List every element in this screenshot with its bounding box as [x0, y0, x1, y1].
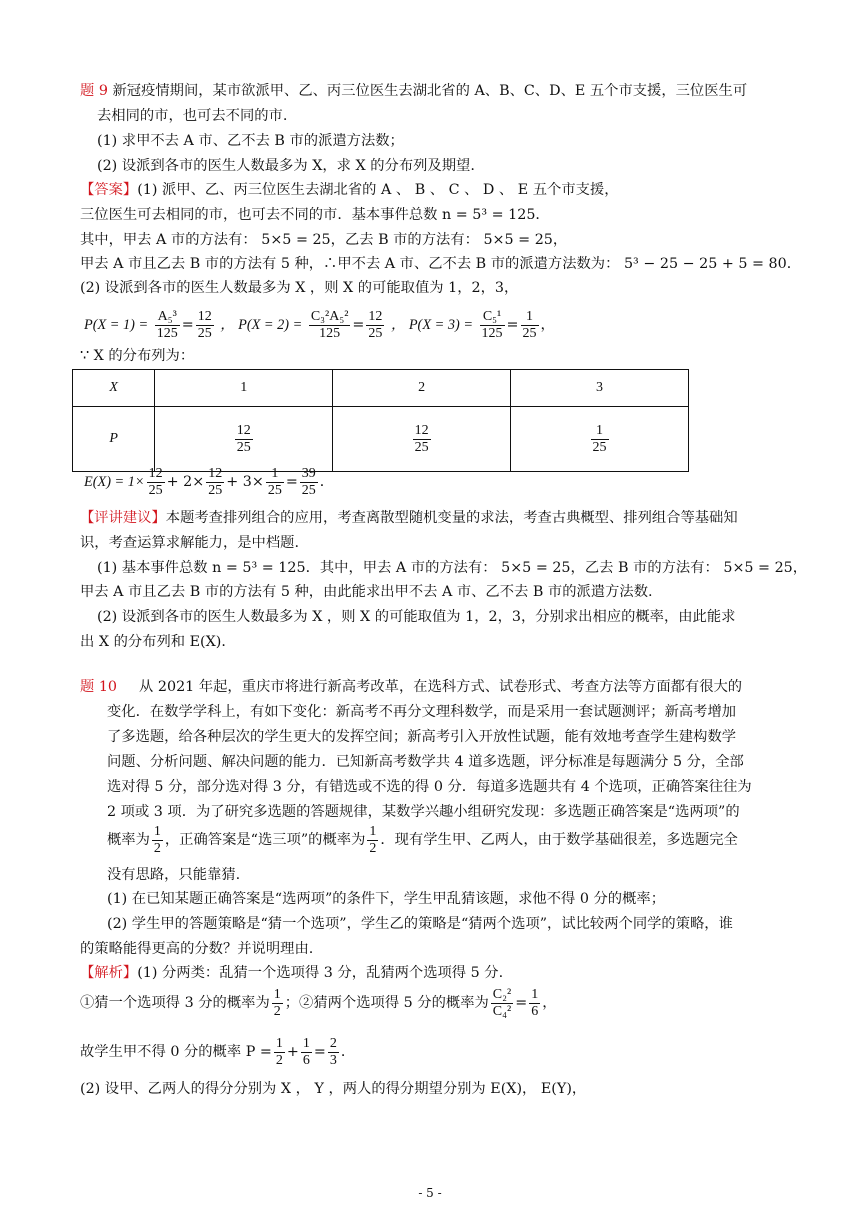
- distribution-table: [72, 369, 689, 472]
- fraction: $\frac{\text{C₅¹}}{125}$: [481, 308, 503, 341]
- table-header-cell: X: [73, 370, 155, 407]
- answer-tag: 【答案】: [80, 182, 138, 198]
- table-cell: $\frac{12}{25}$: [155, 407, 333, 472]
- q10-sub2: (2) 学生甲的答题策略是“猜一个选项”，学生乙的策略是“猜两个选项”，试比较两个同学的策略，谁: [107, 916, 733, 932]
- table-cell: $\frac{12}{25}$: [333, 407, 511, 472]
- q10-solution-line2: ①猜一个选项得 3 分的概率为 $\frac{1}{2}$ ；②猜两个选项得 5 分的概率为 $\frac{\text{C₂²}}{\text{C₄²}}$ = $\frac{1}{6}$ ，: [80, 986, 557, 1019]
- fraction: $\frac{12}{25}$: [197, 308, 212, 341]
- q9-sub2: (2) 设派到各市的医生人数最多为 X，求 X 的分布列及期望.: [97, 158, 475, 174]
- q10-stem-line2: 变化．在数学学科上，有如下变化：新高考不再分文理科数学，而是采用一套试题测评；新高考增加: [107, 704, 737, 720]
- q9-answer-line4: 甲去 A 市且乙去 B 市的方法有 5 种，∴甲不去 A 市、乙不去 B 市的派遣方法数为： 5³ − 25 − 25 + 5 = 80．: [80, 256, 802, 272]
- q10-stem-line1: 题 10 从 2021 年起，重庆市将进行新高考改革，在选科方式、试卷形式、考查方法等方面都有很大的: [80, 679, 743, 695]
- q9-expectation: E(X) = 1× $\frac{12}{25}$ + 2× $\frac{12}{25}$ + 3× $\frac{1}{25}$ = $\frac{39}{25}$ ．: [84, 465, 335, 498]
- q10-stem-line3: 了多选题，给各种层次的学生更大的发挥空间；新高考引入开放性试题，能有效地考查学生建构数学: [107, 729, 737, 745]
- q10-sub1: (1) 在已知某题正确答案是“选两项”的条件下，学生甲乱猜该题，求他不得 0 分的概率；: [107, 891, 665, 907]
- q9-answer-line1: 【答案】(1) 派甲、乙、丙三位医生去湖北省的 A 、 B 、 C 、 D 、 E 五个市支援，: [80, 182, 619, 198]
- q10-stem-line8: 没有思路，只能靠猜.: [107, 867, 241, 883]
- table-header-cell: 2: [333, 370, 511, 407]
- table-cell: $\frac{1}{25}$: [511, 407, 689, 472]
- comment-tag: 【评讲建议】: [80, 510, 166, 526]
- q10-label: 题 10: [80, 679, 118, 695]
- q9-comment-line5: (2) 设派到各市的医生人数最多为 X ，则 X 的可能取值为 1，2，3，分别求出相应的概率，由此能求: [97, 609, 736, 625]
- q9-sub1: (1) 求甲不去 A 市、乙不去 B 市的派遣方法数；: [97, 133, 404, 149]
- q9-answer-line5: (2) 设派到各市的医生人数最多为 X ，则 X 的可能取值为 1，2，3，: [80, 280, 519, 296]
- fraction: $\frac{12}{25}$: [368, 308, 383, 341]
- q10-solution-line4: (2) 设甲、乙两人的得分分别为 X ， Y ，两人的得分期望分别为 E(X)， E(Y)，: [80, 1081, 587, 1097]
- table-header-cell: 1: [155, 370, 333, 407]
- q9-comment-line3: (1) 基本事件总数 n = 5³ = 125．其中，甲去 A 市的方法有： 5×5 = 25，乙去 B 市的方法有： 5×5 = 25，: [97, 560, 808, 576]
- table-cell: P: [73, 407, 155, 472]
- q10-stem-line7: 概率为 $\frac{1}{2}$ ，正确答案是“选三项”的概率为 $\frac{1}{2}$ ．现有学生甲、乙两人，由于数学基础很差，多选题完全: [107, 823, 738, 856]
- q10-solution-line3: 故学生甲不得 0 分的概率 P = $\frac{1}{2}$ + $\frac{1}{6}$ = $\frac{2}{3}$ ．: [80, 1035, 356, 1068]
- q9-distribution-intro: ∵ X 的分布列为：: [80, 348, 195, 364]
- q9-comment-line4: 甲去 A 市且乙去 B 市的方法有 5 种，由此能求出甲不去 A 市、乙不去 B 市的派遣方法数.: [80, 584, 653, 600]
- q10-stem-line4: 问题、分析问题、解决问题的能力．已知新高考数学共 4 道多选题，评分标准是每题满分 5 分，全部: [107, 754, 744, 770]
- q10-sub2-cont: 的策略能得更高的分数？并说明理由.: [80, 941, 314, 957]
- table-header-cell: 3: [511, 370, 689, 407]
- fraction: $\frac{1}{25}$: [522, 308, 537, 341]
- solution-tag: 【解析】: [80, 965, 138, 981]
- q9-answer-line3: 其中，甲去 A 市的方法有： 5×5 = 25，乙去 B 市的方法有： 5×5 = 25，: [80, 232, 568, 248]
- q10-solution-line1: 【解析】(1) 分两类：乱猜一个选项得 3 分，乱猜两个选项得 5 分.: [80, 965, 504, 981]
- page-number: - 5 -: [418, 1186, 442, 1200]
- fraction: $\frac{\text{C₃²A₅²}}{125}$: [310, 308, 349, 341]
- q9-comment-line6: 出 X 的分布列和 E(X)．: [80, 634, 236, 650]
- q9-probability-formulas: P(X = 1) = $\frac{\text{A₅³}}{125}$ = $\frac{12}{25}$ ， P(X = 2) = $\frac{\text{C₃²A₅²}}{125}$ = $\frac{12}{25}$ ， P(X = 3) = $\frac{\text{C₅¹}}{125}$ = $\frac{1}{25}$ ，: [84, 308, 555, 341]
- q9-comment-line2: 识，考查运算求解能力，是中档题.: [80, 535, 299, 551]
- q9-stem-line2: 去相同的市，也可去不同的市.: [97, 108, 288, 124]
- q10-stem-line6: 2 项或 3 项．为了研究多选题的答题规律，某数学兴趣小组研究发现：多选题正确答案是“选两项”的: [107, 804, 740, 820]
- q9-comment-line1: 【评讲建议】本题考查排列组合的应用，考查离散型随机变量的求法，考查古典概型、排列组合等基础知: [80, 510, 738, 526]
- q9-answer-line2: 三位医生可去相同的市，也可去不同的市．基本事件总数 n = 5³ = 125．: [80, 207, 550, 223]
- q9-stem-line1: 题 9 新冠疫情期间，某市欲派甲、乙、丙三位医生去湖北省的 A、B、C、D、E 五个市支援，三位医生可: [80, 83, 748, 99]
- q10-stem-line5: 选对得 5 分，部分选对得 3 分，有错选或不选的得 0 分．每道多选题共有 4 个选项，正确答案往往为: [107, 779, 752, 795]
- q9-label: 题 9: [80, 83, 108, 99]
- fraction: $\frac{\text{A₅³}}{125}$: [156, 308, 178, 341]
- table-row: [73, 370, 689, 407]
